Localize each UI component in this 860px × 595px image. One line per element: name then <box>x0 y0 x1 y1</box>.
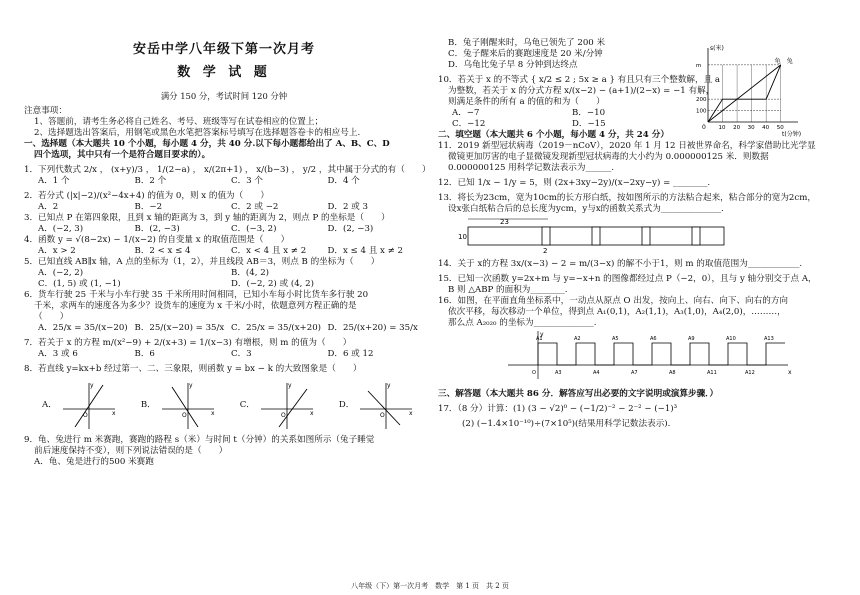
point-label: A7 <box>631 370 638 376</box>
q8-graph-options <box>24 379 424 431</box>
option: A．−7 <box>452 108 480 118</box>
point-label: A2 <box>574 336 581 342</box>
option: A．2 <box>38 202 59 212</box>
zigzag-path-diagram <box>498 329 798 381</box>
option: C．3 <box>231 349 252 359</box>
q8-option-b <box>141 379 218 431</box>
svg-text:y: y <box>188 382 193 389</box>
svg-text:y: y <box>387 382 391 389</box>
q5-options-row2 <box>24 279 424 290</box>
q10-line-2: 为整数，若关于 x 的分式方程 x/(x−2) − (a+1)/(2−x) = −1 有解， <box>448 86 715 96</box>
graph-c-icon <box>257 379 317 431</box>
point-label: A8 <box>669 370 676 376</box>
q10-line-1: 10．若关于 x 的不等式 { x/2 ≤ 2 ; 5x ≥ a } 有且只有三个整数解，且 a <box>438 75 721 85</box>
q6-line-3: （ ） <box>34 312 69 322</box>
section1-heading: 一、选择题（本大题共 10 个小题，每小题 4 分，共 40 分.以下每小题都给出了 A、B、C、D <box>24 139 390 149</box>
origin-label: 0 <box>702 124 706 131</box>
x-tick-label: 40 <box>762 125 770 131</box>
option: B．−10 <box>572 108 606 118</box>
y-tick-label: 200 <box>696 97 707 104</box>
notes-item-2: 2、选择题选出答案后，用钢笔或黑色水笔把答案标号填写在选择题答卷卡的相应号上. <box>34 128 361 138</box>
point-label: A1 <box>536 336 543 342</box>
option-label: C． <box>239 399 255 410</box>
q16-line-2: 依次平移，每次移动一个单位，得到点 A₁(0,1)，A₂(1,1)，A₃(1,0)，A₄(2,0)，………， <box>448 307 786 317</box>
q5-stem: 5．已知直线 AB∥x 轴，A 点的坐标为（1，2），并且线段 AB＝3，则点 B 的坐标为（ ） <box>24 257 380 267</box>
point-label: A4 <box>593 370 600 376</box>
q9-line-2: 前后速度保持不变），则下列说法错误的是（ ） <box>34 446 228 456</box>
option: D．25/(x+20) = 35/x <box>327 323 418 333</box>
x-tick-label: 50 <box>776 125 784 131</box>
q13-line-2: 设x张白纸粘合后的总长度为ycm，y与x的函数关系式为______________. <box>448 204 724 214</box>
point-label: A11 <box>707 370 717 376</box>
svg-text:O: O <box>280 412 286 419</box>
notes-item-1: 1、答题前，请考生务必将自己姓名、考号、班级等写在试卷相应的位置上； <box>34 117 324 127</box>
y-axis-label: s(米) <box>710 45 724 52</box>
page-footer: 八年级（下）第一次月考 数学 第 1 页 共 2 页 <box>351 582 509 590</box>
option: B．−2 <box>134 202 163 212</box>
q12-stem: 12．已知 1/x − 1/y = 5，则 (2x+3xy−2y)/(x−2xy−y) = ________. <box>438 178 711 188</box>
x-axis-label: t(分钟) <box>782 131 802 138</box>
point-label: A12 <box>745 370 755 376</box>
option: D．−15 <box>572 119 606 129</box>
q10-options-row2 <box>438 119 692 130</box>
x-axis-label: x <box>788 369 792 376</box>
q7-stem: 7．若关于 x 的方程 m/(x²−9) + 2/(x+3) = 1/(x−3) 有增根，则 m 的值为（ ） <box>24 338 352 348</box>
exam-subtitle: 数 学 试 题 <box>177 64 271 80</box>
y-axis-label: y <box>540 331 544 338</box>
x-tick-label: 10 <box>718 125 726 131</box>
section2-heading: 二、填空题（本大题共 6 个小题，每小题 4 分，共 24 分） <box>438 130 669 140</box>
q4-stem: 4．函数 y = √(8−2x) − 1/(x−2) 的自变量 x 的取值范围是（ ） <box>24 235 290 245</box>
q17-line-1: 17．（8 分）计算：(1) (3 − √2)⁰ − (−1/2)⁻² − 2⁻² − (−1)³ <box>438 404 678 414</box>
point-label: A5 <box>612 336 619 342</box>
option: A．(−2, 3) <box>38 224 84 234</box>
section3-heading: 三、解答题（本大题共 86 分．解答应写出必要的文字说明或演算步骤．） <box>438 389 719 399</box>
q8-option-d <box>339 379 416 431</box>
race-chart <box>692 38 812 138</box>
strip-overlap-label: 2 <box>543 247 548 255</box>
option: A．1 个 <box>38 176 70 186</box>
q11-line-2: 微镜更加厉害的电子显微镜发现新型冠状病毒的大小约为 0.000000125 米．则数据 <box>448 152 769 162</box>
path-line <box>538 343 785 365</box>
paper-strip-diagram <box>456 215 736 255</box>
option: C．25/x = 35/(x+20) <box>231 323 322 333</box>
q11-line-3: 0.000000125 用科学记数法表示为______. <box>448 163 614 173</box>
graph-d-icon <box>356 379 416 431</box>
left-column <box>24 0 431 468</box>
x-tick-label: 20 <box>733 125 741 131</box>
q7-options <box>24 349 424 360</box>
q10-line-3: 则满足条件的所有 a 的值的和为（ ） <box>448 97 605 107</box>
option: B．2 < x ≤ 4 <box>134 246 191 256</box>
svg-text:y: y <box>287 382 292 389</box>
point-label: A13 <box>764 336 774 342</box>
point-label: A9 <box>688 336 695 342</box>
point-label: A10 <box>726 336 736 342</box>
point-label: A6 <box>650 336 657 342</box>
q15-line-1: 15．已知一次函数 y=2x+m 与 y=−x+n 的图像都经过点 P（−2，0），且与 y 轴分别交于点 A， <box>438 274 817 284</box>
option: A．(−2, 2) <box>38 268 84 278</box>
q5-options-row1 <box>24 268 424 279</box>
q6-line-2: 千米，求两车的速度各为多少？设货车的速度为 x 千米/小时，依题意列方程正确的是 <box>34 301 357 311</box>
q9-option-b: B．兔子刚醒来时，乌龟已领先了 200 米 <box>448 38 606 48</box>
q13-line-1: 13．将长为23cm，宽为10cm的长方形白纸，按如图所示的方法粘合起来，粘合部分的宽为2cm， <box>438 193 816 203</box>
q16-line-1: 16．如图，在平面直角坐标系中，一动点从原点 O 出发，按向上、向右、向下、向右的方向 <box>438 296 789 306</box>
svg-text:O: O <box>380 412 386 419</box>
series-label: 兔 <box>786 57 793 65</box>
option: C．3 个 <box>231 176 263 186</box>
q9-option-d: D．乌龟比兔子早 8 分钟到达终点 <box>448 60 578 70</box>
q1-options <box>24 176 424 187</box>
q8-option-a <box>42 379 119 431</box>
q3-options <box>24 224 424 235</box>
option: C．(−3, 2) <box>231 224 277 234</box>
exam-title: 安岳中学八年级下第一次月考 <box>132 42 315 57</box>
q11-line-1: 11．2019 新型冠状病毒（2019－nCoV），2020 年 1 月 12 日被世界命名，科学家借助比光学显 <box>438 141 816 151</box>
q6-options <box>24 323 424 334</box>
option: B．(2, −3) <box>134 224 180 234</box>
strip-length-label: 23 <box>500 218 509 226</box>
svg-text:O: O <box>181 412 187 419</box>
q2-stem: 2．若分式 (|x|−2)/(x²−4x+4) 的值为 0，则 x 的值为（ ） <box>24 191 270 201</box>
q6-line-1: 6．货车行驶 25 千米与小车行驶 35 千米所用时间相同，已知小车每小时比货车多行驶 20 <box>24 290 369 300</box>
q1-stem: 1．下列代数式 2/x ， (x+y)/3 ， 1/(2−a) ， x/(2π+1) ， x/(b−3) ， y/2 ，其中属于分式的有（ ） <box>24 165 431 175</box>
point-label: A3 <box>555 370 562 376</box>
svg-text:y: y <box>89 382 94 389</box>
option: D．(−2, 2) 或 (4, 2) <box>231 279 314 289</box>
q8-stem: 8．若直线 y=kx+b 经过第一、二、三象限，则函数 y = bx − k 的大致图象是（ ） <box>24 364 362 374</box>
option-label: B． <box>140 399 156 410</box>
x-tick-label: 30 <box>747 125 755 131</box>
svg-text:x: x <box>210 410 215 417</box>
option: C．2 或 −2 <box>231 202 279 212</box>
q4-options <box>24 246 424 257</box>
q17-line-2: (2) (−1.4×10⁻¹⁰)÷(7×10⁵)(结果用科学记数法表示). <box>462 419 671 429</box>
q8-option-c <box>240 379 317 431</box>
option: B．25/(x−20) = 35/x <box>134 323 225 333</box>
svg-text:x: x <box>309 410 314 417</box>
svg-text:x: x <box>409 410 413 417</box>
y-tick-label: m <box>696 62 702 69</box>
option: C．−12 <box>452 119 486 129</box>
q9-option-a: A．龟、兔是进行的500 米赛跑 <box>34 457 154 467</box>
section1-heading-cont: 四个选项，其中只有一个是符合题目要求的）。 <box>34 150 211 160</box>
series-line <box>708 65 781 122</box>
option: A．x > 2 <box>38 246 76 256</box>
q16-line-3: 那么点 A₂₀₂₀ 的坐标为______________. <box>448 318 597 328</box>
svg-text:O: O <box>82 412 88 419</box>
y-tick-label: 100 <box>696 108 707 115</box>
option-label: A． <box>42 399 57 410</box>
option: C．(1, 5) 或 (1, −1) <box>38 279 121 289</box>
q15-line-2: B 则 △ABP 的面积为________. <box>448 285 568 295</box>
point-label: O <box>532 370 536 376</box>
graph-b-icon <box>158 379 218 431</box>
option: D．6 或 12 <box>327 349 374 359</box>
exam-meta: 满分 150 分，考试时间 120 分钟 <box>160 91 288 102</box>
option: B．6 <box>134 349 155 359</box>
option: B．2 个 <box>134 176 167 186</box>
q10-options-row1 <box>438 108 692 119</box>
option: D．x ≤ 4 且 x ≠ 2 <box>327 246 403 256</box>
option: D．4 个 <box>327 176 360 186</box>
notes-heading: 注意事项： <box>24 106 67 116</box>
option: D．2 或 3 <box>327 202 368 212</box>
q9-option-c: C．兔子醒来后的赛跑速度是 20 米/分钟 <box>448 49 603 59</box>
q3-stem: 3．已知点 P 在第四象限，且到 x 轴的距离为 3，到 y 轴的距离为 2，则点 P 的坐标是（ ） <box>24 213 390 223</box>
q2-options <box>24 202 424 213</box>
option: D．(2, −3) <box>327 224 374 234</box>
option-label: D． <box>338 399 355 410</box>
option: C．x < 4 且 x ≠ 2 <box>231 246 307 256</box>
svg-text:x: x <box>111 410 116 417</box>
q14-stem: 14．关于 x的方程 3x/(x−3) − 2 = m/(3−x) 的解不小于1，则 m 的取值范围为____________. <box>438 259 803 269</box>
series-label: 龟 <box>774 57 781 65</box>
option: A．3 或 6 <box>38 349 78 359</box>
option: B．(4, 2) <box>231 268 270 278</box>
option: A．25/x = 35/(x−20) <box>38 323 128 333</box>
graph-a-icon <box>59 379 119 431</box>
strip-width-label: 10 <box>458 233 467 241</box>
q9-line-1: 9．龟、兔进行 m 米赛跑，赛跑的路程 s（米）与时间 t（分钟）的关系如图所示（兔子睡觉 <box>24 435 375 445</box>
